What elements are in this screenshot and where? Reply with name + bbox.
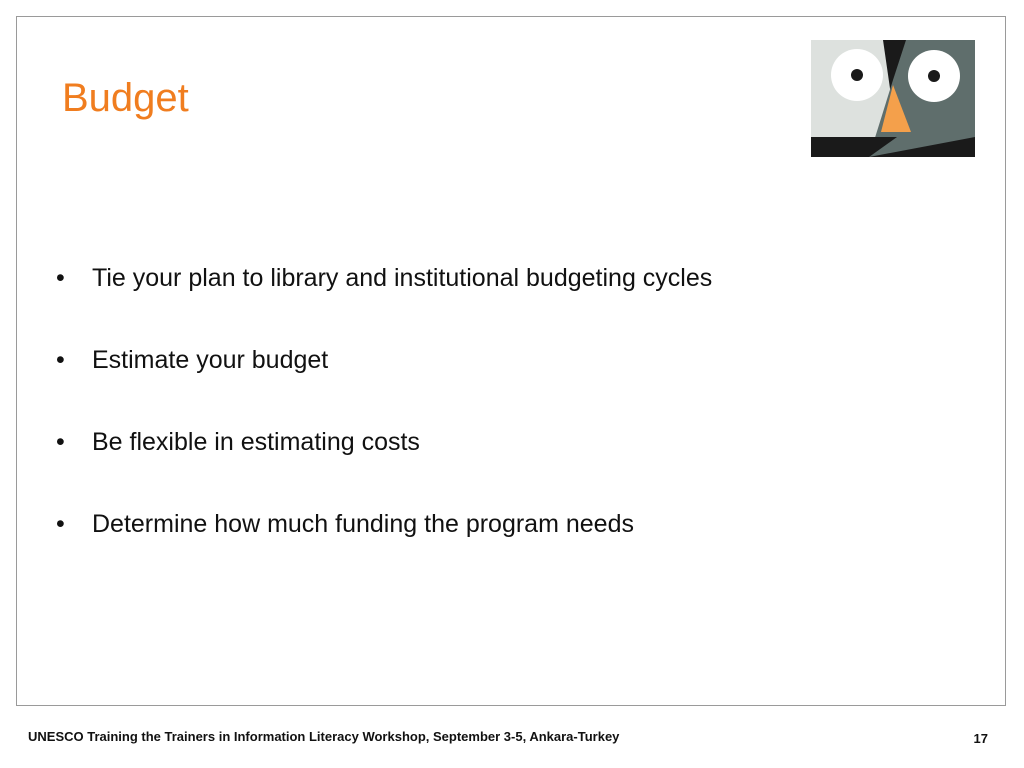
slide-title: Budget [62,76,189,120]
bullet-marker: • [56,346,65,374]
footer-text: UNESCO Training the Trainers in Information Literacy Workshop, September 3-5, Ankara-Turkey [28,729,620,744]
bullet-marker: • [56,428,65,456]
bullet-text: Be flexible in estimating costs [92,428,420,456]
owl-logo-icon [811,40,975,157]
page-number: 17 [973,731,988,746]
bullet-marker: • [56,510,65,538]
bullet-text: Determine how much funding the program needs [92,510,634,538]
bullet-text: Tie your plan to library and institutional budgeting cycles [92,264,713,292]
bullet-text: Estimate your budget [92,346,329,374]
bullet-marker: • [56,264,65,292]
